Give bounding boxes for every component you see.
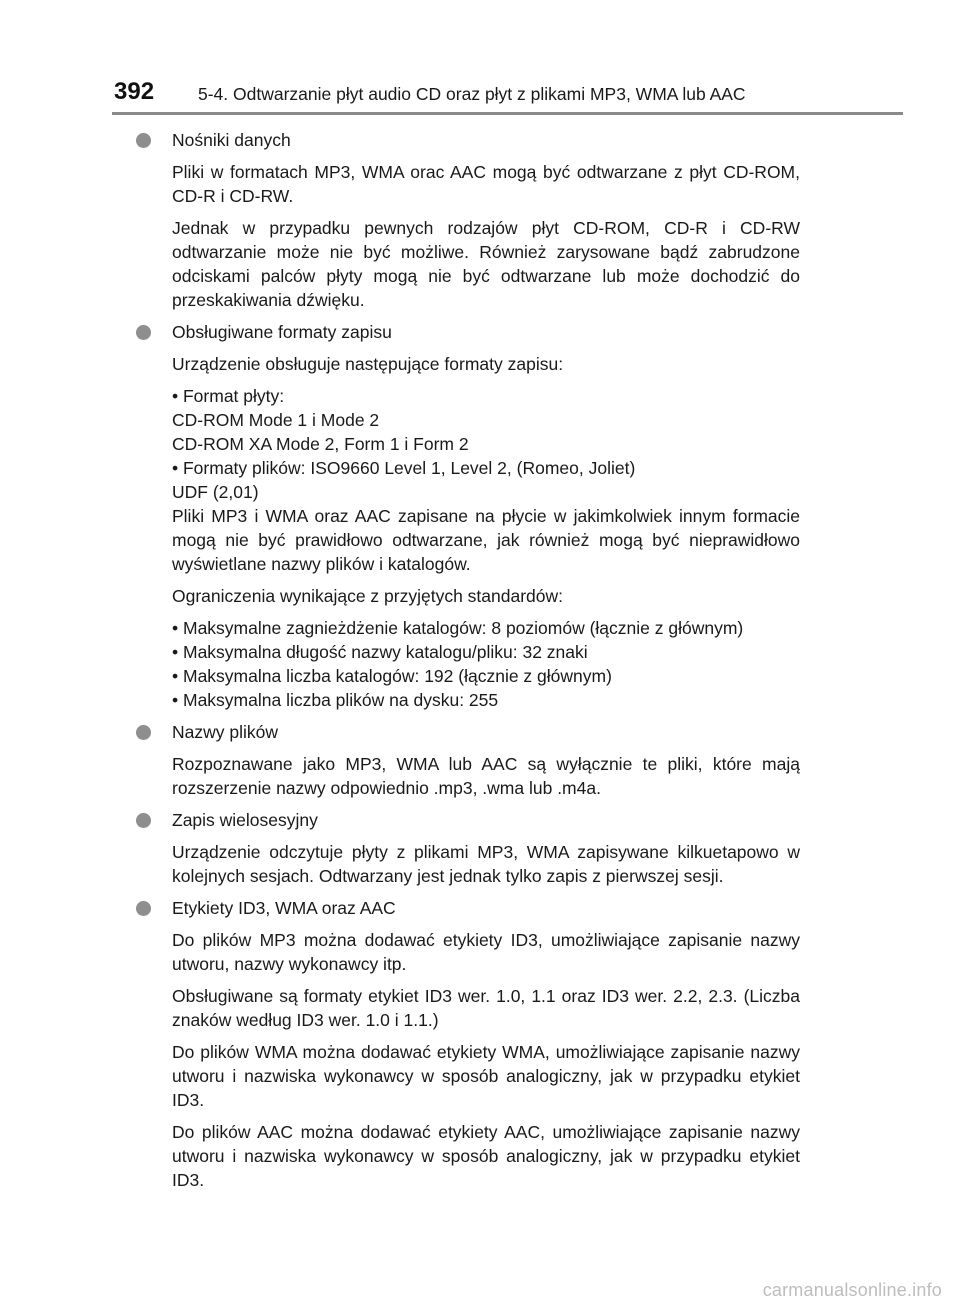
paragraph: Pliki w formatach MP3, WMA orac AAC mogą być odtwarzane z płyt CD-ROM, CD-R i CD-RW. <box>172 162 800 206</box>
section-heading <box>136 896 800 920</box>
bullet-dot-icon <box>136 325 151 340</box>
section-storage-media <box>136 128 800 312</box>
list-item: UDF (2,01) <box>172 482 259 502</box>
paragraph: Jednak w przypadku pewnych rodzajów płyt CD-ROM, CD-R i CD-RW odtwarzanie może nie być możliwe. Również zarysowane bądź zabrudzone odciskami palców płyty mogą nie być odtwarzane lub może dochodzić do przeskakiwania dźwięku. <box>172 218 800 310</box>
section-heading-text: Nośniki danych <box>172 130 291 150</box>
paragraph: Urządzenie obsługuje następujące formaty zapisu: <box>172 354 564 374</box>
paragraph: Do plików MP3 można dodawać etykiety ID3, umożliwiające zapisanie nazwy utworu, nazwy wykonawcy itp. <box>172 930 800 974</box>
list-item: • Maksymalna liczba plików na dysku: 255 <box>172 690 499 710</box>
list-item: CD-ROM XA Mode 2, Form 1 i Form 2 <box>172 434 469 454</box>
paragraph: Urządzenie odczytuje płyty z plikami MP3, WMA zapisywane kilkuetapowo w kolejnych sesjach. Odtwarzany jest jednak tylko zapis z pierwszej sesji. <box>172 842 800 886</box>
paragraph: Pliki MP3 i WMA oraz AAC zapisane na płycie w jakimkolwiek innym formacie mogą nie być prawidłowo odtwarzane, jak również mogą być nieprawidłowo wyświetlane nazwy plików i katalogów. <box>172 506 800 574</box>
section-heading <box>136 808 800 832</box>
format-list <box>172 384 800 504</box>
list-item: • Maksymalna długość nazwy katalogu/pliku: 32 znaki <box>172 642 588 662</box>
page-number: 392 <box>114 78 155 105</box>
section-heading-text: Etykiety ID3, WMA oraz AAC <box>172 898 396 918</box>
section-supported-formats <box>136 320 800 712</box>
page-content <box>136 128 800 1192</box>
paragraph: Ograniczenia wynikające z przyjętych standardów: <box>172 586 564 606</box>
section-heading-text: Zapis wielosesyjny <box>172 810 318 830</box>
paragraph: Do plików AAC można dodawać etykiety AAC, umożliwiające zapisanie nazwy utworu i nazwiska wykonawcy w sposób analogiczny, jak w przypadku etykiet ID3. <box>172 1122 800 1190</box>
limits-list <box>172 616 800 712</box>
page-header <box>0 0 960 116</box>
header-divider <box>112 112 903 115</box>
section-file-names <box>136 720 800 800</box>
paragraph: Do plików WMA można dodawać etykiety WMA, umożliwiające zapisanie nazwy utworu i nazwiska wykonawcy w sposób analogiczny, jak w przypadku etykiet ID3. <box>172 1042 800 1110</box>
list-item: CD-ROM Mode 1 i Mode 2 <box>172 410 380 430</box>
chapter-title: 5-4. Odtwarzanie płyt audio CD oraz płyt z plikami MP3, WMA lub AAC <box>198 84 746 104</box>
section-heading-text: Nazwy plików <box>172 722 278 742</box>
paragraph: Obsługiwane są formaty etykiet ID3 wer. 1.0, 1.1 oraz ID3 wer. 2.2, 2.3. (Liczba znaków według ID3 wer. 1.0 i 1.1.) <box>172 986 800 1030</box>
section-heading <box>136 720 800 744</box>
paragraph: Rozpoznawane jako MP3, WMA lub AAC są wyłącznie te pliki, które mają rozszerzenie nazwy odpowiednio .mp3, .wma lub .m4a. <box>172 754 800 798</box>
section-heading <box>136 128 800 152</box>
section-multisession <box>136 808 800 888</box>
bullet-dot-icon <box>136 813 151 828</box>
section-tags <box>136 896 800 1192</box>
section-heading <box>136 320 800 344</box>
list-item: • Maksymalne zagnieżdżenie katalogów: 8 poziomów (łącznie z głównym) <box>172 618 744 638</box>
watermark: carmanualsonline.info <box>762 1280 942 1300</box>
list-item: • Format płyty: <box>172 386 285 406</box>
bullet-dot-icon <box>136 133 151 148</box>
bullet-dot-icon <box>136 901 151 916</box>
bullet-dot-icon <box>136 725 151 740</box>
section-heading-text: Obsługiwane formaty zapisu <box>172 322 392 342</box>
list-item: • Maksymalna liczba katalogów: 192 (łącznie z głównym) <box>172 666 612 686</box>
list-item: • Formaty plików: ISO9660 Level 1, Level 2, (Romeo, Joliet) <box>172 458 636 478</box>
